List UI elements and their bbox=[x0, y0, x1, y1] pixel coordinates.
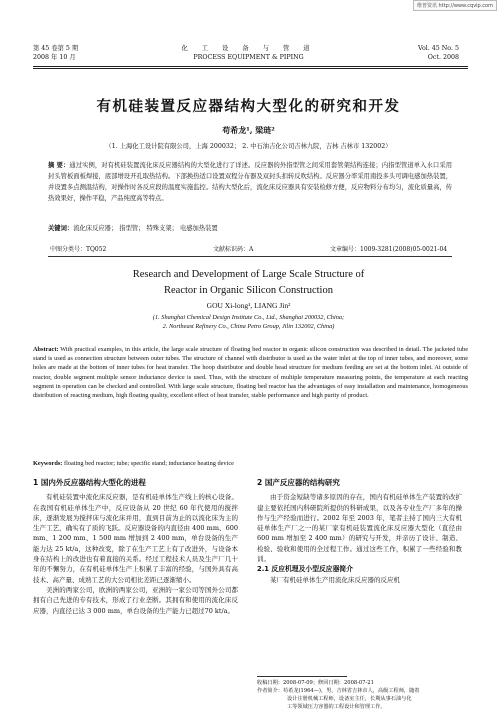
author-bio: 作者简介：苟希龙(1964—)，男，吉林省吉林市人，高级工程师，随着 bbox=[257, 688, 420, 694]
abstract-en-label: Abstract: bbox=[33, 346, 59, 353]
section-2-heading: 2 国产反应器的结构研究 bbox=[257, 478, 340, 487]
abstract-cn-text: 通过实例，对有机硅装置流化床反应器结构的大型化进行了详述。反应器的外指型管之间采用套管架结构连接；内指型管道单入水口采用封头管板面板焊接，底部增设开孔取热结构。下部换热适口设置双程分布器及双封头扣转反吹结构。反应器分率采用南投多头可调电感加热装置，并设置多点测温结构，对操作时各反应段的温度实施监控。结构大型化后，流化床反应器具有安装检修方便，反应物料分布均匀，流化质量高，传热效果好，操作平稳，产品纯度高等特点。 bbox=[48, 162, 452, 202]
author-bio-cont: 设计注册机械工程师，设备室主任，长期从事石油与化 bbox=[287, 696, 412, 702]
received-date: 收稿日期：2008-07-09；修回日期：2008-07-21 bbox=[257, 680, 374, 686]
section-2-1-paragraph: 某厂有机硅单体生产用流化床反应器的反应机 bbox=[270, 575, 400, 584]
journal-issue-header: Vol. 45 No. 5 Oct. 2008 bbox=[418, 45, 459, 61]
article-number: 文章编号：1009-3281(2008)05-0021-04 bbox=[330, 246, 448, 253]
paper-title-cn: 有机硅装置反应器结构大型化的研究和开发 bbox=[96, 99, 401, 115]
subsection-2-1-heading: 2.1 反应机理及小型反应器简介 bbox=[257, 565, 353, 574]
abstract-en-text: With practical examples, in this article, the large scale structure of floating bed reactor in organic silicon construction was described in detail. The jacketed tube stand is used as connection structure between outer tubes. The structure of channel with distributor is used as the water inlet at the top of inner tubes, and moreover, some holes are made at the bottom of inner tubes for heat transfer. The hoop distributor and double head structure for medium feeding are set at the bottom inlet. At outside of reactor, double segment multiple sensor inductance device is used. Thus, with the structure of multiple temperature measuring points, the temperature at each reacting segment in operation can be checked and controlled. With large scale structure, floating bed reactor has the advantages of easy installation and maintenance, homogeneous distribution of reacting medium, high floating quality, excellent effect of heat transfer, stable performance and high purity of product. bbox=[33, 346, 468, 400]
body-column-left bbox=[33, 478, 238, 616]
paper-title-en: Research and Development of Large Scale Structure of Reactor in Organic Silicon Construction bbox=[132, 269, 365, 296]
keywords-cn bbox=[48, 223, 452, 232]
keywords-en-label: Keywords: bbox=[33, 460, 63, 467]
affiliations-en: (1. Shanghai Chemical Design Institute Co., Ltd., Shanghai 200032, China; 2. Northeast Refinery Co., China Petro Group, Jilin 132002, China) bbox=[152, 314, 345, 330]
clc-number: 中图分类号：TQ052 bbox=[50, 246, 107, 253]
keywords-en-text: floating bed reactor; tube; specific stand; inductance heating device bbox=[63, 460, 234, 467]
section-1-paragraph: 美洲的两家公司，欧洲的两家公司，亚洲的一家公司等国外公司都拥有自己先进的专有技术，形成了行业垄断。其拥有和使用的流化床反应器，内直径已达 3 000 mm，单台设备的生产能力已超过70 kt/a。 bbox=[33, 585, 238, 615]
authors-en: GOU Xi-long¹, LIANG Jin² bbox=[206, 301, 291, 310]
document-code: 文献标识码：A bbox=[213, 246, 254, 253]
header-rule-thin bbox=[33, 68, 468, 69]
footnote bbox=[257, 679, 469, 711]
section-2-paragraph: 由于资金短缺等诸多原因的存在，国内有机硅单体生产装置的改扩建主要依托国内科研院所提供的科研成果，以及各专业生产厂多年的操作与生产经验而进行。2002 年至 2003 年，笔者主持了国内三大有机硅单体生产厂之一的某厂家有机硅装置流化床反应器大型化（直径由 600 mm 增加至 2 400 mm）的研究与开发，并亲历了设计、制造、检验、验收和使用的全过程工作。通过这些工作，积累了一些经验和教训。 bbox=[257, 493, 462, 564]
abstract-cn-label: 摘 要： bbox=[48, 162, 70, 169]
footnote-rule bbox=[257, 676, 347, 677]
journal-volume-header: 第 45 卷第 5 期 2008 年 10 月 bbox=[33, 45, 79, 61]
authors-cn: 苟希龙¹, 梁琏² bbox=[222, 125, 275, 135]
keywords-cn-text: 流化床反应器； 指型管； 特殊支架； 电感加热装置 bbox=[73, 225, 218, 232]
header-rule bbox=[33, 66, 468, 67]
keywords-en bbox=[33, 460, 468, 467]
keywords-cn-label: 关键词： bbox=[48, 225, 74, 232]
abstract-en bbox=[33, 345, 468, 400]
journal-name-header: 化 工 设 备 与 管 道 PROCESS EQUIPMENT & PIPING bbox=[181, 45, 316, 61]
body-column-right bbox=[257, 478, 462, 585]
abstract-cn bbox=[48, 160, 452, 204]
section-1-paragraph: 有机硅装置中流化床反应器，是有机硅单体生产线上的核心设备。在我国有机硅单体生产中，反应设备从 20 世纪 60 年代使用的搅拌床，逐渐发展为搅拌床与流化床并用，直到目前为止的以流化床为主的生产工艺，确实有了质的飞跃。反应器设备的内直径由 400 mm、600 mm、1 200 mm、1 500 mm 增加到 2 400 mm，单台设备的生产能力达 25 kt/a，这种改变，除了在生产工艺上有了改进外，与设备本身在结构上的改进也有着直接的关系。经过工程技术人员及生产厂几十年的不懈努力，在有机硅单体生产上积累了丰富的经验，与国外具有高技术、高产量、成熟工艺的大公司相比差距已逐渐缩小。 bbox=[33, 493, 238, 584]
author-bio-cont: 工等领域压力容器的工程设计和管理工作。 bbox=[287, 704, 386, 710]
watermark: 维普资讯 http://www.cqvip.com bbox=[413, 0, 497, 11]
section-1-heading: 1 国内外反应器结构大型化的进程 bbox=[33, 478, 146, 487]
meta-rule bbox=[48, 256, 452, 257]
affiliations-cn: （1. 上海化工设计院有限公司，上海 200032； 2. 中石油吉化公司吉林九院，吉林 吉林市 132002） bbox=[105, 143, 392, 150]
